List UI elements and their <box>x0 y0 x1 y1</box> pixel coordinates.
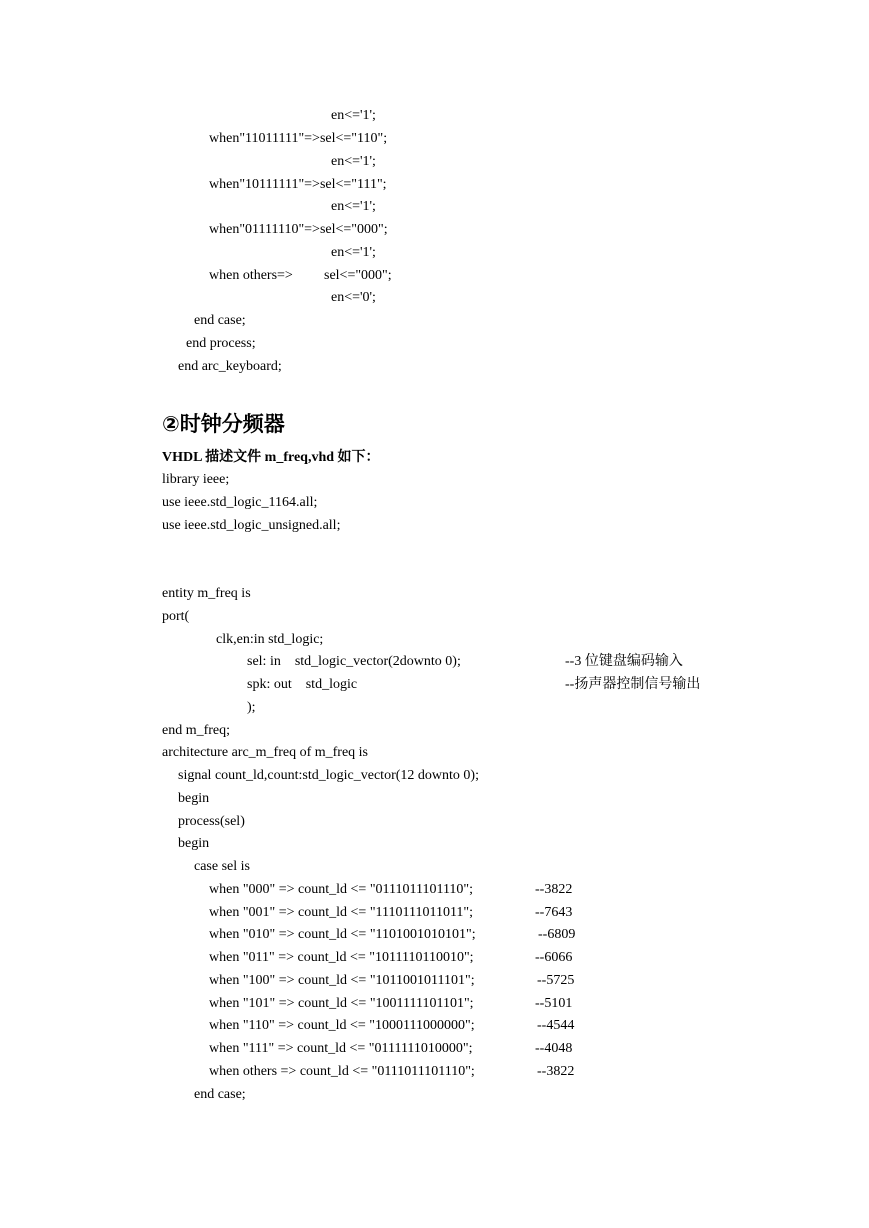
code-line: when"10111111"=>sel<="111"; <box>209 177 387 192</box>
when-row-code: when "011" => count_ld <= "1011110110010"; <box>209 950 474 965</box>
code-line: end m_freq; <box>162 723 231 738</box>
code-line: use ieee.std_logic_unsigned.all; <box>162 518 341 533</box>
code-line: sel: in std_logic_vector(2downto 0); <box>247 654 461 669</box>
code-line: sel<="000"; <box>324 268 392 283</box>
code-line: when others=> <box>209 268 293 283</box>
code-line: use ieee.std_logic_1164.all; <box>162 495 318 510</box>
code-line: begin <box>178 836 210 851</box>
code-line: en<='1'; <box>331 245 376 260</box>
code-line: en<='0'; <box>331 290 376 305</box>
when-row-code: when others => count_ld <= "0111011101110"; <box>209 1064 475 1079</box>
code-line: signal count_ld,count:std_logic_vector(12 downto 0); <box>178 768 479 783</box>
when-row-comment: --6809 <box>538 927 576 942</box>
code-line: begin <box>178 791 210 806</box>
code-comment: --3 位键盘编码输入 <box>565 654 683 669</box>
code-line: end arc_keyboard; <box>178 359 282 374</box>
code-line: ); <box>247 700 256 715</box>
when-row-code: when "100" => count_ld <= "1011001011101"; <box>209 973 475 988</box>
code-line: en<='1'; <box>331 154 376 169</box>
section-description: VHDL 描述文件 m_freq,vhd 如下： <box>162 450 380 465</box>
code-line: when"11011111"=>sel<="110"; <box>209 131 388 146</box>
code-comment: --扬声器控制信号输出 <box>565 677 701 692</box>
code-line: architecture arc_m_freq of m_freq is <box>162 745 369 760</box>
code-line: en<='1'; <box>331 199 376 214</box>
code-line: case sel is <box>194 859 250 874</box>
when-row-comment: --5101 <box>535 996 573 1011</box>
when-row-code: when "101" => count_ld <= "1001111101101"; <box>209 996 474 1011</box>
code-line: end process; <box>186 336 256 351</box>
when-row-comment: --4048 <box>535 1041 573 1056</box>
when-row-comment: --6066 <box>535 950 573 965</box>
when-row-code: when "010" => count_ld <= "1101001010101"; <box>209 927 476 942</box>
when-row-comment: --3822 <box>535 882 573 897</box>
when-row-code: when "110" => count_ld <= "1000111000000"; <box>209 1018 475 1033</box>
code-line: end case; <box>194 313 246 328</box>
code-line: process(sel) <box>178 814 245 829</box>
code-line: end case; <box>194 1087 246 1102</box>
code-line: when"01111110"=>sel<="000"; <box>209 222 388 237</box>
code-line: library ieee; <box>162 472 230 487</box>
when-row-code: when "001" => count_ld <= "1110111011011"; <box>209 905 474 920</box>
when-row-comment: --4544 <box>537 1018 575 1033</box>
when-row-comment: --5725 <box>537 973 575 988</box>
code-line: spk: out std_logic <box>247 677 358 692</box>
when-row-comment: --7643 <box>535 905 573 920</box>
code-line: clk,en:in std_logic; <box>216 632 324 647</box>
when-row-comment: --3822 <box>537 1064 575 1079</box>
section-heading: ②时钟分频器 <box>162 412 285 436</box>
when-row-code: when "111" => count_ld <= "0111111010000"; <box>209 1041 473 1056</box>
when-row-code: when "000" => count_ld <= "0111011101110"; <box>209 882 474 897</box>
code-line: port( <box>162 609 190 624</box>
code-line: en<='1'; <box>331 108 376 123</box>
code-line: entity m_freq is <box>162 586 251 601</box>
